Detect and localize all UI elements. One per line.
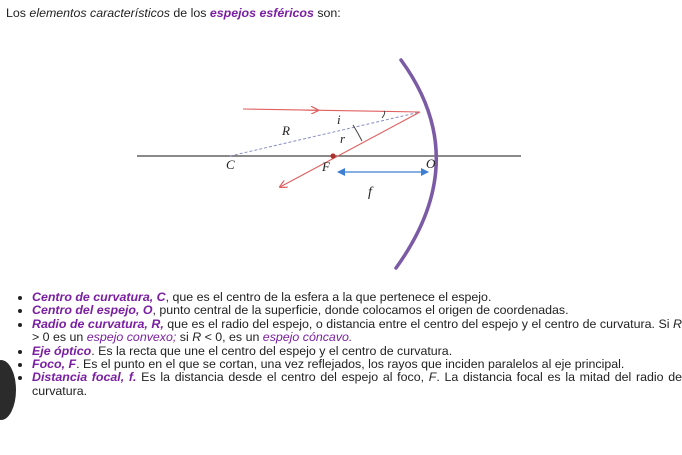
label-f: f [368,185,372,200]
intro-text-1: Los [6,6,30,20]
intro-text-2: elementos característicos [29,6,170,20]
term-centro-espejo: Centro del espejo, O [32,303,153,318]
intro-text-5: son: [313,6,341,20]
item-text: si [176,330,193,345]
list-item [32,371,682,398]
reflected-ray [280,112,420,187]
incident-ray [243,109,420,112]
item-var: R [192,330,202,345]
angle-r-arc [353,125,362,141]
label-C: C [226,157,235,172]
focus-point [330,153,335,158]
item-text: . La distancia focal es la mitad del radio de curvatura. [32,370,682,398]
label-r: r [340,131,346,146]
item-var: R [673,316,682,331]
item-var: F [428,370,437,385]
item-text: que es el radio del espejo, o distancia entre el centro del espejo y el centro de curvatura. Si [163,316,674,331]
item-text: . Es el punto en el que se cortan, una vez reflejados, los rayos que inciden paralelos al eje principal. [76,357,625,372]
link-espejo-concavo: espejo cóncavo. [262,330,353,345]
spherical-mirror-diagram [0,48,671,288]
item-text: < 0, es un [201,330,263,345]
intro-paragraph [6,6,341,20]
list-item [32,345,682,358]
item-text: Es la distancia desde el centro del espejo al foco, [136,370,429,385]
term-centro-curvatura: Centro de curvatura, C [32,290,166,304]
definition-list [16,291,682,398]
term-distancia-focal: Distancia focal, f. [32,370,137,385]
item-text: , punto central de la superficie, donde colocamos el origen de coordenadas. [152,303,569,318]
radius-line [230,112,420,156]
item-text: . Es la recta que une el centro del espejo y el centro de curvatura. [91,343,453,358]
label-O: O [426,156,436,171]
floating-circle-badge[interactable] [0,360,16,420]
link-espejo-convexo: espejo convexo; [86,330,177,345]
intro-highlight: espejos esféricos [209,6,314,20]
item-text: , que es el centro de la esfera a la que pertenece el espejo. [165,290,492,304]
intro-text-3: de los [169,6,210,20]
label-i: i [337,112,341,127]
list-item [32,358,682,371]
item-text: > 0 es un [32,330,87,345]
term-radio-curvatura: Radio de curvatura, R, [32,316,164,331]
list-item [32,318,682,345]
angle-i-arc [382,111,385,118]
term-foco: Foco, F [32,357,77,372]
list-item [32,291,682,304]
label-F: F [322,159,330,174]
label-R: R [282,123,290,138]
term-eje-optico: Eje óptico [32,343,92,358]
list-item [32,304,682,317]
